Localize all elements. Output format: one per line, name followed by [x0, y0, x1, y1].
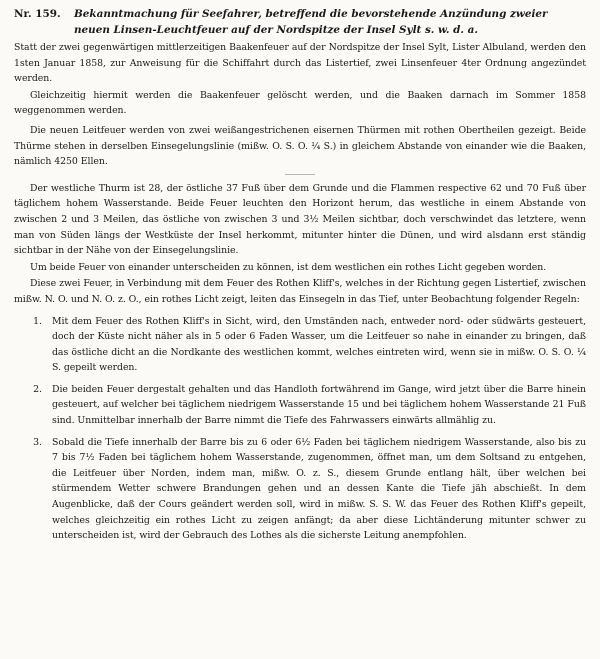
notice-number: Nr. 159. — [14, 8, 61, 20]
intro-section — [14, 40, 586, 170]
paragraph: Um beide Feuer von einander unterscheiden zu können, ist dem westlichen ein rothes Licht gegeben worden. — [30, 261, 547, 273]
rule-number: 2. — [33, 383, 42, 395]
paragraph: Statt der zwei gegenwärtigen mittlerzeitigen Baakenfeuer auf der Nordspitze der Insel Sylt, Lister Albuland, werden den 1sten Januar 1858, zur Anweisung für die Schiffahrt durch das Listertief, zwei Linsenfeuer 4ter Ordnung angezündet werden. — [14, 42, 586, 85]
rule-text: Mit dem Feuer des Rothen Kliff's in Sicht, wird, den Umständen nach, entweder nord- oder südwärts gesteuert, doch der Küste nicht näher als in 5 oder 6 Faden Wasser, um die Leitfeuer so nahe in einander zu bringen, daß das östliche dicht an die Nordkante des westlichen kommt, welches eintreten wird, wenn sie in mißw. O. S. O. ¼ S. gepeilt werden. — [52, 315, 586, 374]
rule-item — [14, 314, 586, 376]
section-divider — [285, 174, 315, 175]
rule-number: 3. — [33, 436, 42, 448]
paragraph: Gleichzeitig hiermit werden die Baakenfeuer gelöscht werden, und die Baaken darnach im Sommer 1858 weggenommen werden. — [14, 89, 586, 117]
rule-text: Die beiden Feuer dergestalt gehalten und das Handloth fortwährend im Gange, wird jetzt über die Barre hinein gesteuert, auf welcher bei täglichem niedrigem Wasserstande 15 und bei täglichem hohem Wasserstande 21 Fuß sind. Unmittelbar innerhalb der Barre nimmt die Tiefe des Fahrwassers einwärts allmählig zu. — [52, 383, 586, 427]
rule-text: Sobald die Tiefe innerhalb der Barre bis zu 6 oder 6½ Faden bei täglichem niedrigem Wasserstande, also bis zu 7 bis 7½ Faden bei täglichem hohem Wasserstande, zugenommen, öffnet man, um dem Soltsand zu entgehen, die Leitfeuer über Norden, indem man, mißw. O. z. S., diesem Grunde entlang hält, über welchen bei stürmendem Wetter schwere Brandungen gehen und an dessen Kante die Tiefe jäh abschießt. In dem Augenblicke, daß der Cours geändert werden soll, wird in mißw. S. S. W. das Feuer des Rothen Kliff's gepeilt, welches gleichzeitig ein rothes Licht zu zeigen anfängt; da aber diese Lichtänderung mitunter schwer zu unterscheiden ist, wird der Gebrauch des Lothes als die sicherste Leitung anempfohlen. — [52, 436, 586, 542]
body-section — [14, 181, 586, 308]
paragraph: Der westliche Thurm ist 28, der östliche 37 Fuß über dem Grunde und die Flammen respective 62 und 70 Fuß über täglichem hohem Wasserstande. Beide Feuer leuchten den Horizont herum, das westliche in einem Abstande von zwischen 2 und 3 Meilen, das östliche von zwischen 3 und 3½ Meilen sichtbar, doch verschwindet das letztere, wenn man von Süden längs der Westküste der Insel herkommt, mitunter hinter die Dünen, und wird alsdann erst ständig sichtbar in der Nähe von der Einsegelungslinie. — [14, 182, 586, 257]
rule-item — [14, 435, 586, 544]
notice-title: Bekanntmachung für Seefahrer, betreffend die bevorstehende Anzündung zweier neuen Linsen-Leuchtfeuer auf der Nordspitze der Insel Sylt s. w. d. a. — [74, 8, 548, 36]
rule-item — [14, 382, 586, 429]
notice-heading — [14, 6, 586, 38]
rules-list — [14, 314, 586, 544]
paragraph: Diese zwei Feuer, in Verbindung mit dem Feuer des Rothen Kliff's, welches in der Richtung gegen Listertief, zwischen mißw. N. O. und N. O. z. O., ein rothes Licht zeigt, leiten das Einsegeln in das Tief, unter Beobachtung folgender Regeln: — [14, 278, 586, 305]
paragraph: Die neuen Leitfeuer werden von zwei weißangestrichenen eisernen Thürmen mit rothen Obertheilen gezeigt. Beide Thürme stehen in derselben Einsegelungslinie (mißw. O. S. O. ¼ S.) in gleichem Abstande von einander wie die Baaken, nämlich 4250 Ellen. — [14, 124, 586, 168]
rule-number: 1. — [33, 315, 42, 327]
